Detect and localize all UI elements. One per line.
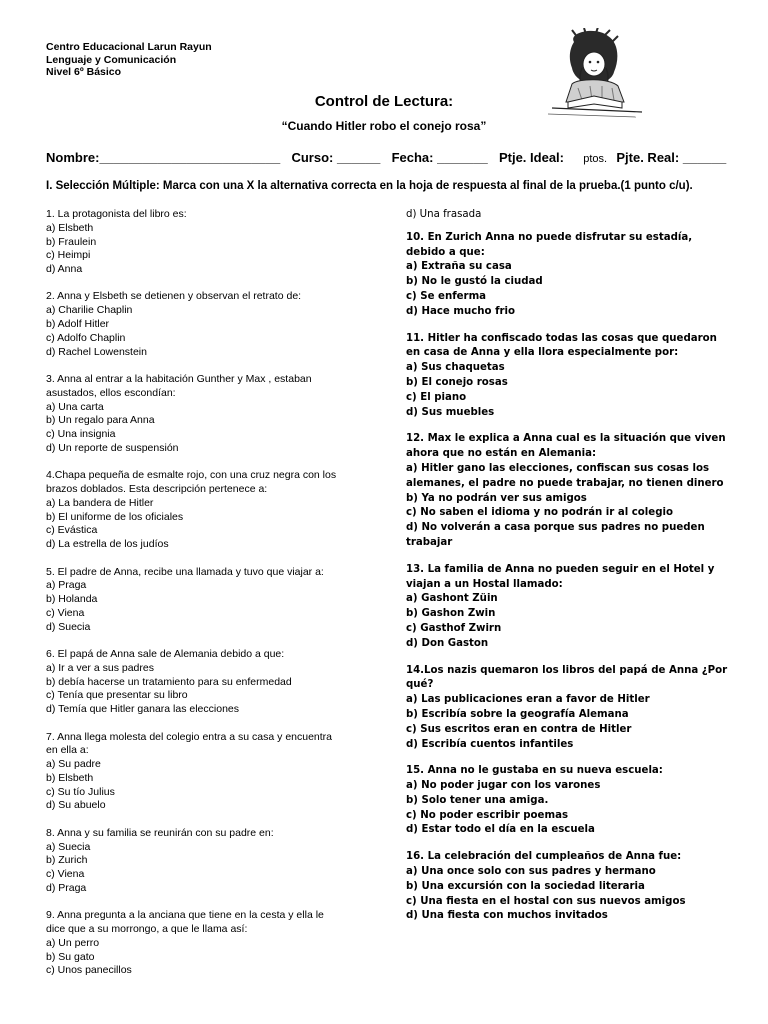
question-16-option[interactable]: b) Una excursión con la sociedad literaria	[406, 880, 645, 892]
question-14-option[interactable]: b) Escribía sobre la geografía Alemana	[406, 708, 629, 720]
question-4	[46, 469, 376, 552]
question-13-option[interactable]: a) Gashont Züin	[406, 593, 498, 605]
question-2-option[interactable]: d) Rachel Lowenstein	[46, 345, 147, 358]
question-14-option[interactable]: d) Escribía cuentos infantiles	[406, 738, 574, 750]
question-12-option[interactable]: alemanes, el padre no puede trabajar, no tienen dinero	[406, 477, 724, 489]
question-4-option[interactable]: b) El uniforme de los oficiales	[46, 510, 184, 523]
question-1-option[interactable]: d) Anna	[46, 263, 83, 276]
question-6-option[interactable]: b) debía hacerse un tratamiento para su enfermedad	[46, 675, 292, 688]
question-11-option[interactable]: a) Sus chaquetas	[406, 362, 505, 374]
question-6-option[interactable]: c) Tenía que presentar su libro	[46, 689, 188, 702]
question-13-stem: 13. La familia de Anna no pueden seguir en el Hotel y	[406, 563, 715, 575]
question-9	[46, 909, 376, 978]
question-15-option[interactable]: b) Solo tener una amiga.	[406, 794, 549, 806]
question-13	[406, 563, 746, 652]
question-5	[46, 566, 376, 635]
question-15-option[interactable]: d) Estar todo el día en la escuela	[406, 824, 595, 836]
book-title: “Cuando Hitler robo el conejo rosa”	[281, 119, 487, 133]
question-15-stem: 15. Anna no le gustaba en su nueva escuela:	[406, 765, 663, 777]
question-13-option[interactable]: d) Don Gaston	[406, 637, 489, 649]
question-15-option[interactable]: a) No poder jugar con los varones	[406, 780, 601, 792]
question-8-option[interactable]: d) Praga	[46, 881, 87, 894]
question-10-option[interactable]: d) Hace mucho frio	[406, 305, 516, 317]
date-field[interactable]: Fecha: _______	[391, 150, 488, 165]
question-10-stem: debido a que:	[406, 246, 485, 258]
question-14-option[interactable]: c) Sus escritos eran en contra de Hitler	[406, 723, 632, 735]
question-10-stem: 10. En Zurich Anna no puede disfrutar su estadía,	[406, 231, 693, 243]
question-14-stem: qué?	[406, 679, 434, 691]
question-10-option[interactable]: a) Extraña su casa	[406, 261, 512, 273]
question-12-option[interactable]: d) No volverán a casa porque sus padres no pueden	[406, 522, 705, 534]
course-field[interactable]: Curso: ______	[291, 150, 381, 165]
question-3-option[interactable]: c) Una insignia	[46, 428, 116, 441]
question-16-option[interactable]: d) Una fiesta con muchos invitados	[406, 910, 608, 922]
question-7-stem: en ella a:	[46, 744, 89, 757]
question-3	[46, 373, 376, 456]
right-question-column	[406, 208, 746, 936]
question-12-option[interactable]: b) Ya no podrán ver sus amigos	[406, 492, 587, 504]
question-1-option[interactable]: a) Elsbeth	[46, 221, 94, 234]
question-10-option[interactable]: c) Se enferma	[406, 290, 487, 302]
real-score-field[interactable]: Pjte. Real: ______	[616, 150, 727, 165]
question-14-option[interactable]: a) Las publicaciones eran a favor de Hitler	[406, 694, 650, 706]
question-8-option[interactable]: b) Zurich	[46, 854, 88, 867]
question-5-option[interactable]: d) Suecia	[46, 620, 91, 633]
question-14-stem: 14.Los nazis quemaron los libros del papá de Anna ¿Por	[406, 664, 728, 676]
points-unit: ptos.	[583, 153, 608, 165]
question-16	[406, 850, 746, 924]
question-2-option[interactable]: c) Adolfo Chaplin	[46, 331, 126, 344]
question-7	[46, 731, 376, 814]
question-12-stem: 12. Max le explica a Anna cual es la situación que viven	[406, 433, 726, 445]
question-7-option[interactable]: b) Elsbeth	[46, 771, 94, 784]
question-11-stem: 11. Hitler ha confiscado todas las cosas que quedaron	[406, 332, 717, 344]
question-9-stem: dice que a su morrongo, a que le llama así:	[46, 923, 248, 936]
question-6-option[interactable]: d) Temía que Hitler ganara las elecciones	[46, 703, 239, 716]
question-5-option[interactable]: a) Praga	[46, 579, 87, 592]
question-5-option[interactable]: b) Holanda	[46, 593, 98, 606]
question-13-stem: viajan a un Hostal llamado:	[406, 578, 563, 590]
question-1-option[interactable]: b) Fraulein	[46, 235, 97, 248]
question-12	[406, 432, 746, 550]
question-6-stem: 6. El papá de Anna sale de Alemania debido a que:	[46, 648, 285, 661]
question-8-option[interactable]: a) Suecia	[46, 840, 91, 853]
question-12-option[interactable]: a) Hitler gano las elecciones, confiscan sus cosas los	[406, 462, 710, 474]
question-8-stem: 8. Anna y su familia se reunirán con su padre en:	[46, 826, 274, 839]
question-5-stem: 5. El padre de Anna, recibe una llamada y tuvo que viajar a:	[46, 565, 324, 578]
question-12-option[interactable]: c) No saben el idioma y no podrán ir al colegio	[406, 507, 673, 519]
question-13-option[interactable]: b) Gashon Zwin	[406, 608, 496, 620]
question-15	[406, 764, 746, 838]
question-9-option-d[interactable]: d) Una frasada	[406, 209, 482, 220]
student-fields	[46, 150, 726, 165]
question-16-stem: 16. La celebración del cumpleaños de Anna fue:	[406, 851, 682, 863]
school-header	[46, 41, 212, 79]
question-10	[406, 231, 746, 320]
question-14	[406, 664, 746, 753]
question-16-option[interactable]: c) Una fiesta en el hostal con sus nuevos amigos	[406, 895, 686, 907]
question-4-option[interactable]: a) La bandera de Hitler	[46, 496, 154, 509]
question-3-stem: 3. Anna al entrar a la habitación Gunther y Max , estaban	[46, 372, 312, 385]
question-4-option[interactable]: c) Evástica	[46, 524, 98, 537]
question-4-stem: brazos doblados. Esta descripción pertenece a:	[46, 483, 268, 496]
question-11-stem: en casa de Anna y ella llora especialmente por:	[406, 347, 679, 359]
question-9-option[interactable]: a) Un perro	[46, 936, 100, 949]
section-heading: I. Selección Múltiple: Marca con una X la alternativa correcta en la hoja de respuesta al final de la prueba.(1 punto c/u).	[46, 180, 693, 192]
page-title: Control de Lectura:	[314, 93, 454, 110]
question-15-option[interactable]: c) No poder escribir poemas	[406, 809, 569, 821]
question-9-option[interactable]: b) Su gato	[46, 950, 95, 963]
question-11-option[interactable]: b) El conejo rosas	[406, 376, 508, 388]
question-1-option[interactable]: c) Heimpi	[46, 249, 91, 262]
question-16-option[interactable]: a) Una once solo con sus padres y hermano	[406, 866, 656, 878]
question-6	[46, 648, 376, 717]
question-4-stem: 4.Chapa pequeña de esmalte rojo, con una cruz negra con los	[46, 469, 337, 482]
question-4-option[interactable]: d) La estrella de los judíos	[46, 538, 169, 551]
question-11-option[interactable]: d) Sus muebles	[406, 406, 495, 418]
name-field[interactable]: Nombre:_________________________	[46, 150, 281, 165]
question-9-stem: 9. Anna pregunta a la anciana que tiene en la cesta y ella le	[46, 909, 324, 922]
question-11-option[interactable]: c) El piano	[406, 391, 467, 403]
question-5-option[interactable]: c) Viena	[46, 606, 85, 619]
question-7-stem: 7. Anna llega molesta del colegio entra a su casa y encuentra	[46, 730, 333, 743]
question-1	[46, 208, 376, 277]
question-6-option[interactable]: a) Ir a ver a sus padres	[46, 661, 154, 674]
ideal-score-label: Ptje. Ideal:	[498, 150, 564, 165]
subject-name: Lenguaje y Comunicación	[46, 53, 177, 66]
question-12-option[interactable]: trabajar	[406, 536, 453, 548]
question-8	[46, 827, 376, 896]
question-8-option[interactable]: c) Viena	[46, 868, 85, 881]
question-2-option[interactable]: a) Charilie Chaplin	[46, 304, 133, 317]
left-question-column	[46, 208, 376, 992]
question-2-stem: 2. Anna y Elsbeth se detienen y observan el retrato de:	[46, 290, 302, 303]
question-3-option[interactable]: b) Un regalo para Anna	[46, 414, 155, 427]
question-2	[46, 290, 376, 359]
grade-level: Nivel 6º Básico	[46, 66, 122, 78]
question-11	[406, 332, 746, 421]
question-13-option[interactable]: c) Gasthof Zwirn	[406, 622, 502, 634]
question-3-option[interactable]: a) Una carta	[46, 400, 104, 413]
question-7-option[interactable]: a) Su padre	[46, 758, 101, 771]
question-7-option[interactable]: d) Su abuelo	[46, 799, 106, 812]
question-3-stem: asustados, ellos escondían:	[46, 386, 176, 399]
question-3-option[interactable]: d) Un reporte de suspensión	[46, 441, 179, 454]
question-7-option[interactable]: c) Su tío Julius	[46, 785, 115, 798]
question-12-stem: ahora que no están en Alemania:	[406, 448, 597, 460]
question-9-option[interactable]: c) Unos panecillos	[46, 964, 132, 977]
question-2-option[interactable]: b) Adolf Hitler	[46, 318, 110, 331]
question-10-option[interactable]: b) No le gustó la ciudad	[406, 276, 543, 288]
school-name: Centro Educacional Larun Rayun	[46, 41, 212, 53]
question-1-stem: 1. La protagonista del libro es:	[46, 208, 187, 220]
